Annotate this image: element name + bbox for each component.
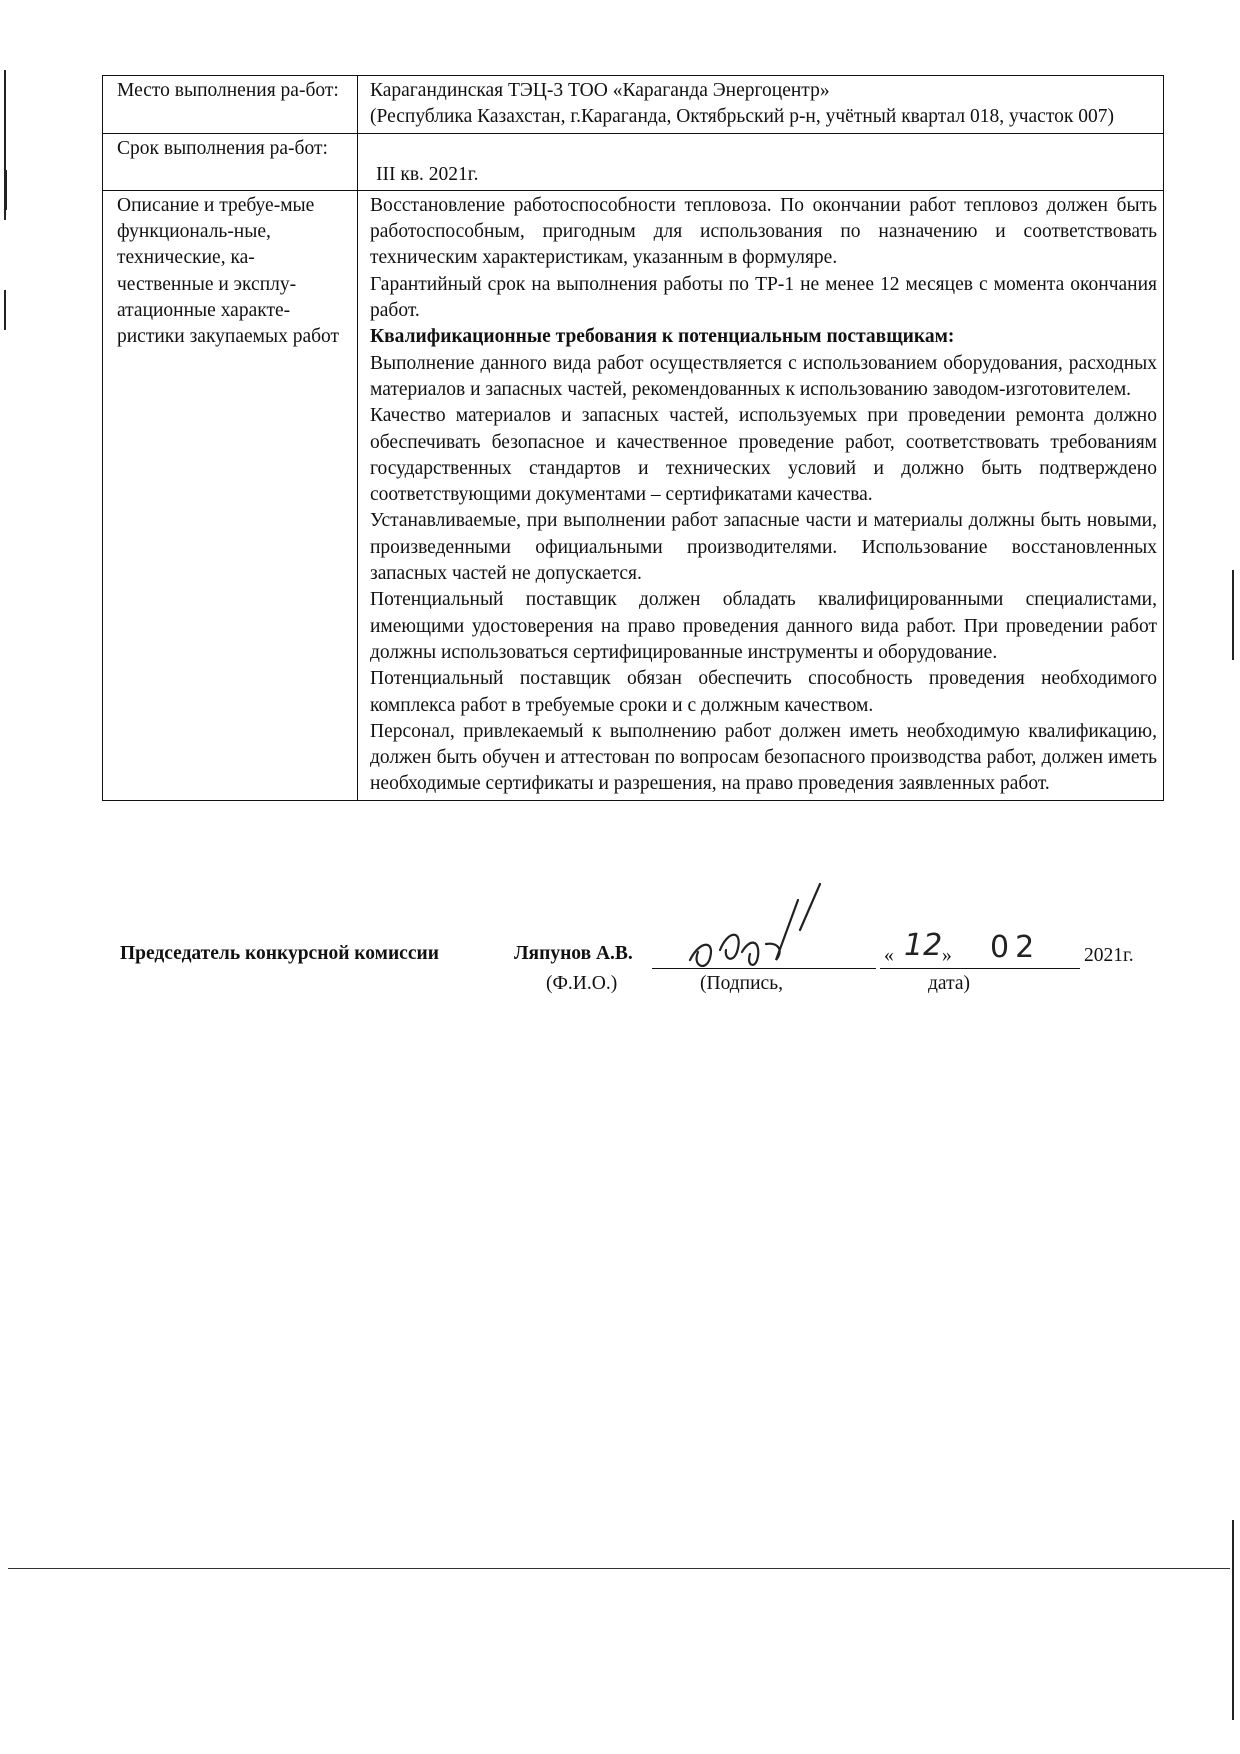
place-line-2: (Республика Казахстан, г.Караганда, Октябрьский р-н, учётный квартал 018, участок 007) (370, 106, 1114, 128)
month-underline (956, 968, 1080, 969)
date-open-quote: « (884, 945, 894, 966)
paragraph: Выполнение данного вида работ осуществляется с использованием оборудования, расходных материалов и запасных частей, рекомендованных к использованию заводом-изготовителем. (370, 352, 1157, 400)
paragraph: Восстановление работоспособности тепловоза. По окончании работ тепловоз должен быть работоспособным, пригодным для использования по назначению и соответствовать техническим характеристикам, указанным в формуляре. (370, 194, 1157, 269)
paragraph: Потенциальный поставщик должен обладать квалифицированными специалистами, имеющими удостоверения на право проведения данного вида работ. При проведении работ должны использоваться сертифицированные инструменты и оборудование. (370, 589, 1157, 663)
row-value-term (358, 133, 1164, 190)
signature-caption: (Подпись, (700, 973, 783, 994)
day-underline (880, 968, 956, 969)
section-heading: Квалификационные требования к потенциальным поставщикам: (370, 326, 955, 348)
handwritten-signature (680, 880, 840, 980)
scan-edge-mark (4, 290, 6, 330)
paragraph: Устанавливаемые, при выполнении работ запасные части и материалы должны быть новыми, произведенными официальными производителями. Использование восстановленных запасных частей не допускается. (370, 510, 1157, 585)
scan-edge-mark (4, 170, 7, 210)
row-value-description (358, 190, 1164, 800)
table-row (103, 133, 1164, 190)
date-close-quote: » (942, 945, 952, 966)
bottom-divider (8, 1568, 1230, 1569)
name-caption: (Ф.И.О.) (546, 973, 618, 994)
row-label-term: Срок выполнения ра-бот: (103, 133, 358, 190)
row-value-place (358, 76, 1164, 134)
date-month: 02 (990, 930, 1041, 965)
scan-edge-mark (1232, 570, 1234, 660)
term-value: III кв. 2021г. (376, 163, 479, 185)
paragraph: Потенциальный поставщик обязан обеспечить способность проведения необходимого комплекса работ в требуемые сроки и с должным качеством. (370, 668, 1157, 716)
row-label-description: Описание и требуе-мые функциональ-ные, технические, ка-чественные и эксплу-атационные характе-ристики закупаемых работ (103, 190, 358, 800)
row-label-place: Место выполнения ра-бот: (103, 76, 358, 134)
commission-chair-label: Председатель конкурсной комиссии (120, 943, 439, 964)
chair-name: Ляпунов А.В. (514, 943, 633, 964)
paragraph: Качество материалов и запасных частей, используемых при проведении ремонта должно обеспечивать безопасное и качественное проведение работ, соответствовать требованиям государственных стандартов и технических условий и должно быть подтверждено соответствующими документами – сертификатами качества. (370, 405, 1157, 506)
requirements-table (102, 75, 1164, 801)
table-row (103, 76, 1164, 134)
paragraph: Гарантийный срок на выполнения работы по ТР-1 не менее 12 месяцев с момента окончания работ. (370, 273, 1157, 322)
paragraph: Персонал, привлекаемый к выполнению работ должен иметь необходимую квалификацию, должен быть обучен и аттестован по вопросам безопасного производства работ, должен иметь необходимые сертификаты и разрешения, на право проведения заявленных работ. (370, 720, 1157, 795)
date-caption: дата) (928, 973, 970, 994)
scan-edge-mark (1232, 1520, 1234, 1720)
date-day: 12 (904, 928, 943, 963)
table-row (103, 190, 1164, 800)
date-year: 2021г. (1084, 945, 1134, 966)
place-line-1: Карагандинская ТЭЦ-3 ТОО «Караганда Энергоцентр» (370, 80, 830, 101)
